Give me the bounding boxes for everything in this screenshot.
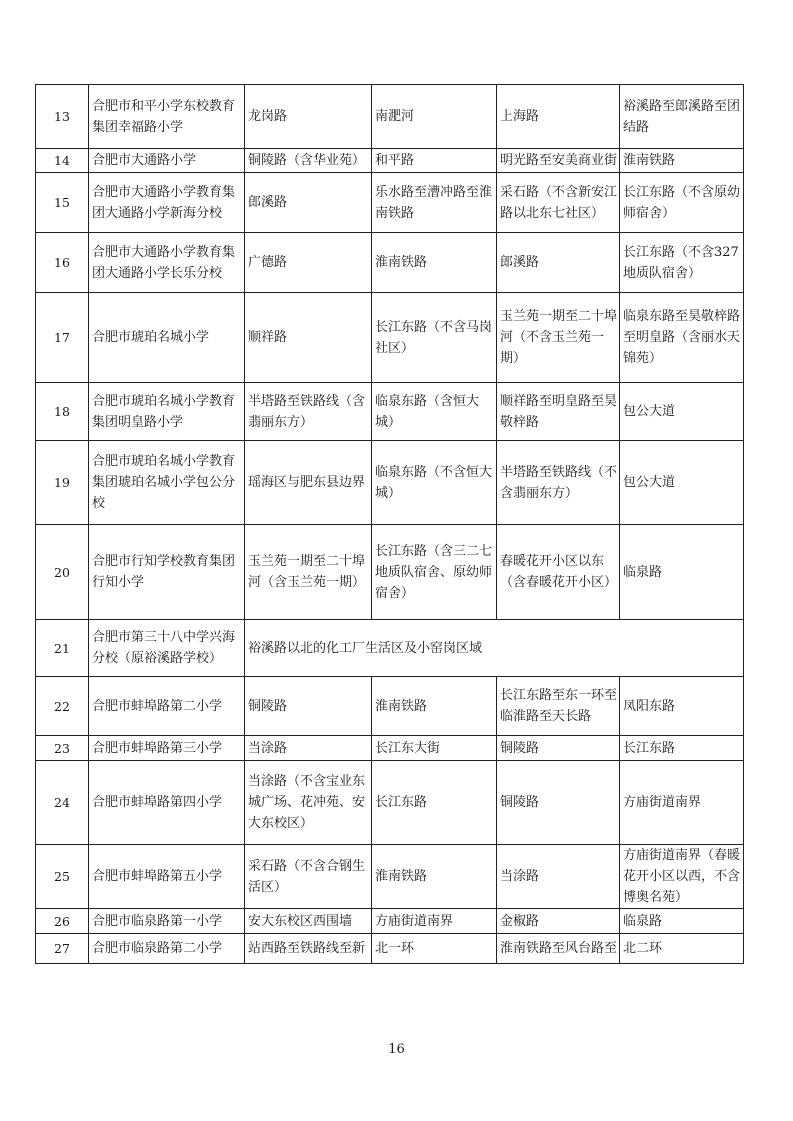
school-name-cell: 合肥市临泉路第一小学: [89, 909, 245, 934]
west-boundary-cell: 明光路至安美商业街: [497, 149, 620, 173]
south-boundary-cell: 方庙街道南界: [372, 909, 497, 934]
west-boundary-cell: 铜陵路: [497, 761, 620, 845]
south-boundary-cell: 淮南铁路: [372, 677, 497, 736]
row-number: 16: [36, 233, 89, 293]
west-boundary-cell: 淮南铁路至风台路至: [497, 934, 620, 964]
page-number: 16: [388, 1042, 405, 1057]
school-name-cell: 合肥市蚌埠路第三小学: [89, 736, 245, 761]
school-name-cell: 合肥市琥珀名城小学: [89, 293, 245, 383]
row-number: 13: [36, 85, 89, 149]
east-boundary-cell: 广德路: [245, 233, 372, 293]
school-name-cell: 合肥市和平小学东校教育集团幸福路小学: [89, 85, 245, 149]
school-name-cell: 合肥市大通路小学: [89, 149, 245, 173]
school-name-cell: 合肥市蚌埠路第二小学: [89, 677, 245, 736]
west-boundary-cell: 采石路（不含新安江路以北东七社区）: [497, 173, 620, 233]
row-number: 15: [36, 173, 89, 233]
table-row: [36, 383, 744, 441]
table-row: [36, 441, 744, 525]
north-boundary-cell: 包公大道: [620, 441, 744, 525]
school-name-cell: 合肥市蚌埠路第五小学: [89, 845, 245, 909]
row-number: 18: [36, 383, 89, 441]
north-boundary-cell: 临泉路: [620, 909, 744, 934]
row-number: 19: [36, 441, 89, 525]
east-boundary-cell: 玉兰苑一期至二十埠河（含玉兰苑一期）: [245, 525, 372, 620]
west-boundary-cell: 春暖花开小区以东（含春暖花开小区）: [497, 525, 620, 620]
north-boundary-cell: 临泉东路至昊敬梓路至明皇路（含丽水天锦苑）: [620, 293, 744, 383]
east-boundary-cell: 瑶海区与肥东县边界: [245, 441, 372, 525]
table-row: [36, 845, 744, 909]
row-number: 22: [36, 677, 89, 736]
row-number: 27: [36, 934, 89, 964]
table-row: [36, 173, 744, 233]
south-boundary-cell: 乐水路至漕冲路至淮南铁路: [372, 173, 497, 233]
school-name-cell: 合肥市琥珀名城小学教育集团明皇路小学: [89, 383, 245, 441]
west-boundary-cell: 郎溪路: [497, 233, 620, 293]
east-boundary-cell: 采石路（不含合钢生活区）: [245, 845, 372, 909]
table-row: [36, 677, 744, 736]
table-row: [36, 293, 744, 383]
table-row: [36, 761, 744, 845]
north-boundary-cell: 临泉路: [620, 525, 744, 620]
south-boundary-cell: 长江东路: [372, 761, 497, 845]
east-boundary-cell: 安大东校区西围墙: [245, 909, 372, 934]
table-row: [36, 620, 744, 677]
row-number: 24: [36, 761, 89, 845]
school-name-cell: 合肥市大通路小学教育集团大通路小学长乐分校: [89, 233, 245, 293]
west-boundary-cell: 金椒路: [497, 909, 620, 934]
west-boundary-cell: 半塔路至铁路线（不含翡丽东方）: [497, 441, 620, 525]
south-boundary-cell: 南淝河: [372, 85, 497, 149]
row-number: 17: [36, 293, 89, 383]
south-boundary-cell: 北一环: [372, 934, 497, 964]
south-boundary-cell: 和平路: [372, 149, 497, 173]
south-boundary-cell: 临泉东路（不含恒大城）: [372, 441, 497, 525]
school-name-cell: 合肥市行知学校教育集团行知小学: [89, 525, 245, 620]
west-boundary-cell: 长江东路至东一环至临淮路至天长路: [497, 677, 620, 736]
west-boundary-cell: 当涂路: [497, 845, 620, 909]
table-row: [36, 934, 744, 964]
north-boundary-cell: 凤阳东路: [620, 677, 744, 736]
east-boundary-cell: 半塔路至铁路线（含翡丽东方）: [245, 383, 372, 441]
zone-area-cell: 裕溪路以北的化工厂生活区及小窑岗区域: [245, 620, 744, 677]
east-boundary-cell: 当涂路（不含宝业东城广场、花冲苑、安大东校区）: [245, 761, 372, 845]
table-row: [36, 233, 744, 293]
east-boundary-cell: 铜陵路（含华业苑）: [245, 149, 372, 173]
table-row: [36, 909, 744, 934]
north-boundary-cell: 包公大道: [620, 383, 744, 441]
north-boundary-cell: 长江东路: [620, 736, 744, 761]
south-boundary-cell: 淮南铁路: [372, 233, 497, 293]
north-boundary-cell: 裕溪路至郎溪路至团结路: [620, 85, 744, 149]
east-boundary-cell: 龙岗路: [245, 85, 372, 149]
south-boundary-cell: 长江东路（不含马岗社区）: [372, 293, 497, 383]
east-boundary-cell: 站西路至铁路线至新: [245, 934, 372, 964]
north-boundary-cell: 方庙街道南界（春暖花开小区以西，不含博奥名苑）: [620, 845, 744, 909]
row-number: 21: [36, 620, 89, 677]
north-boundary-cell: 方庙街道南界: [620, 761, 744, 845]
north-boundary-cell: 长江东路（不含327地质队宿舍）: [620, 233, 744, 293]
west-boundary-cell: 上海路: [497, 85, 620, 149]
table-row: [36, 149, 744, 173]
west-boundary-cell: 铜陵路: [497, 736, 620, 761]
east-boundary-cell: 铜陵路: [245, 677, 372, 736]
table-body: [36, 85, 744, 964]
south-boundary-cell: 淮南铁路: [372, 845, 497, 909]
north-boundary-cell: 淮南铁路: [620, 149, 744, 173]
west-boundary-cell: 玉兰苑一期至二十埠河（不含玉兰苑一期）: [497, 293, 620, 383]
east-boundary-cell: 郎溪路: [245, 173, 372, 233]
west-boundary-cell: 顺祥路至明皇路至昊敬梓路: [497, 383, 620, 441]
row-number: 14: [36, 149, 89, 173]
north-boundary-cell: 长江东路（不含原幼师宿舍）: [620, 173, 744, 233]
table-row: [36, 736, 744, 761]
school-name-cell: 合肥市临泉路第二小学: [89, 934, 245, 964]
east-boundary-cell: 顺祥路: [245, 293, 372, 383]
south-boundary-cell: 长江东路（含三二七地质队宿舍、原幼师宿舍）: [372, 525, 497, 620]
table-row: [36, 525, 744, 620]
row-number: 23: [36, 736, 89, 761]
south-boundary-cell: 长江东大街: [372, 736, 497, 761]
school-name-cell: 合肥市蚌埠路第四小学: [89, 761, 245, 845]
row-number: 26: [36, 909, 89, 934]
south-boundary-cell: 临泉东路（含恒大城）: [372, 383, 497, 441]
table-row: [36, 85, 744, 149]
school-name-cell: 合肥市琥珀名城小学教育集团琥珀名城小学包公分校: [89, 441, 245, 525]
row-number: 25: [36, 845, 89, 909]
row-number: 20: [36, 525, 89, 620]
school-name-cell: 合肥市第三十八中学兴海分校（原裕溪路学校）: [89, 620, 245, 677]
enrollment-zone-table: [35, 84, 744, 964]
north-boundary-cell: 北二环: [620, 934, 744, 964]
east-boundary-cell: 当涂路: [245, 736, 372, 761]
school-name-cell: 合肥市大通路小学教育集团大通路小学新海分校: [89, 173, 245, 233]
